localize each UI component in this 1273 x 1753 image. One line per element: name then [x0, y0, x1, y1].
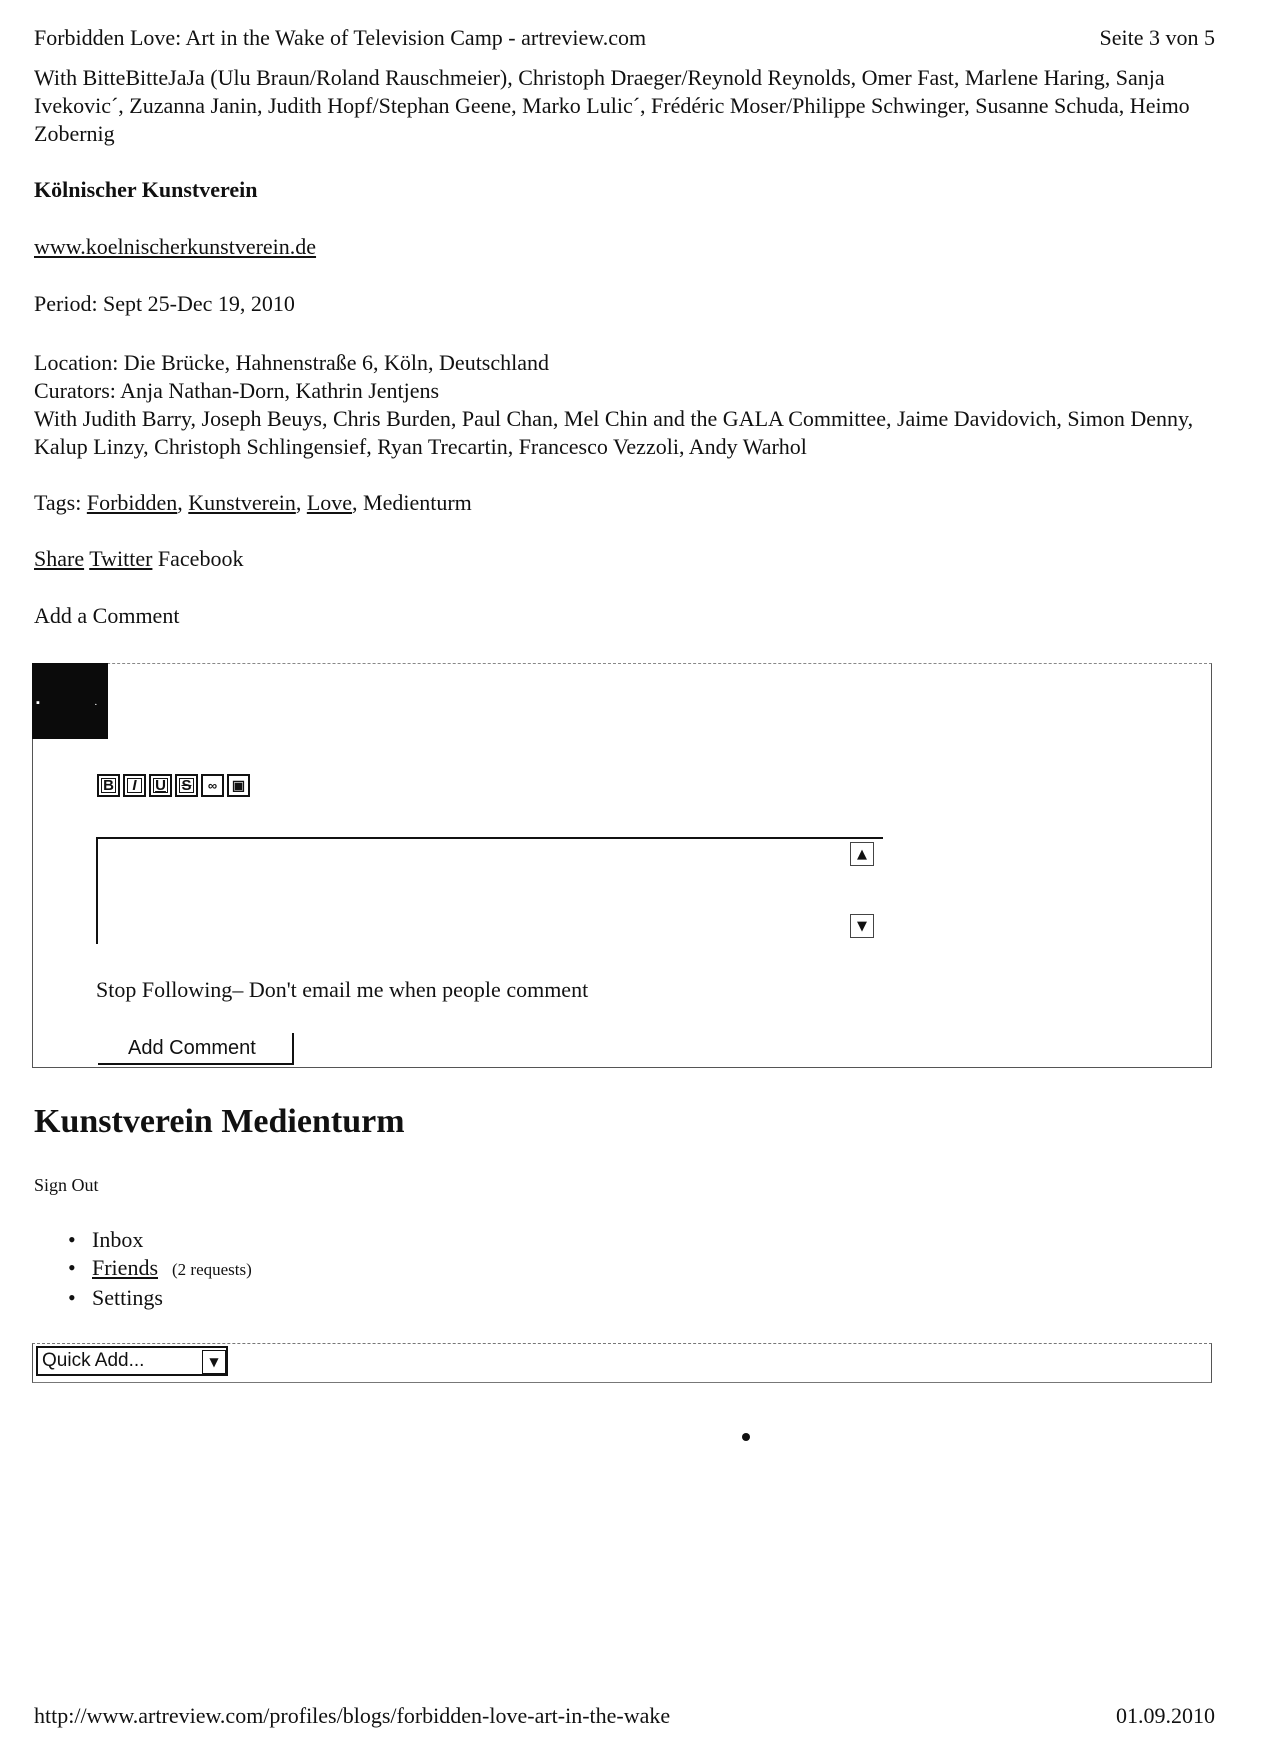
- strikethrough-button[interactable]: S: [175, 774, 198, 797]
- comment-textarea[interactable]: [96, 837, 883, 944]
- share-link[interactable]: Share: [34, 546, 85, 571]
- italic-button[interactable]: I: [123, 774, 146, 797]
- print-footer-date: 01.09.2010: [1116, 1703, 1215, 1728]
- venue-name: Kölnischer Kunstverein: [34, 177, 258, 202]
- friend-requests-count: (2 requests): [172, 1260, 252, 1279]
- profile-name: Kunstverein Medienturm: [34, 1103, 405, 1140]
- sign-out-link[interactable]: Sign Out: [34, 1175, 99, 1195]
- artists-line: With BitteBitteJaJa (Ulu Braun/Roland Rauschmeier), Christoph Draeger/Reynold Reynolds, Omer Fast, Marlene Haring, Sanja Ivekovic´, Zuzanna Janin, Judith Hopf/Stephan Geene, Marko Lulic´, Frédéric Moser/Philippe Schwinger, Susanne Schuda, Heimo Zobernig: [34, 65, 1190, 146]
- formatting-toolbar: [97, 774, 250, 797]
- venue-url-link[interactable]: [34, 233, 316, 261]
- menu-item-settings[interactable]: [68, 1284, 252, 1312]
- inbox-link[interactable]: Inbox: [92, 1227, 144, 1252]
- participants-text: With Judith Barry, Joseph Beuys, Chris Burden, Paul Chan, Mel Chin and the GALA Committee, Jaime Davidovich, Simon Denny, Kalup Linzy, Christoph Schlingensief, Ryan Trecartin, Francesco Vezzoli, Andy Warhol: [34, 406, 1194, 459]
- scroll-up-arrow-icon[interactable]: ▲: [850, 842, 874, 866]
- settings-link[interactable]: Settings: [92, 1285, 163, 1310]
- avatar: ▪ ·: [32, 663, 108, 739]
- menu-item-inbox[interactable]: [68, 1226, 252, 1254]
- stop-following-link[interactable]: Stop Following: [96, 977, 233, 1002]
- tags-label: Tags:: [34, 490, 87, 515]
- stray-dot: [742, 1433, 750, 1441]
- menu-item-friends[interactable]: [68, 1254, 252, 1284]
- underline-button[interactable]: U: [149, 774, 172, 797]
- period-text: Period: Sept 25-Dec 19, 2010: [34, 291, 295, 316]
- curators-text: Curators: Anja Nathan-Dorn, Kathrin Jentjens: [34, 378, 440, 403]
- tag-medienturm[interactable]: Medienturm: [363, 490, 472, 515]
- tag-forbidden[interactable]: Forbidden: [86, 490, 178, 515]
- tag-love[interactable]: Love: [306, 490, 353, 515]
- twitter-link[interactable]: Twitter: [89, 546, 153, 571]
- venue-url-text[interactable]: www.koelnischerkunstverein.de: [34, 234, 317, 259]
- chevron-down-icon[interactable]: ▼: [202, 1350, 226, 1374]
- location-text: Location: Die Brücke, Hahnenstraße 6, Köln, Deutschland: [34, 350, 550, 375]
- friends-link[interactable]: Friends: [92, 1255, 158, 1280]
- print-page-number: Seite 3 von 5: [1099, 25, 1215, 50]
- follow-setting: [96, 976, 588, 1004]
- scroll-down-arrow-icon[interactable]: ▼: [850, 914, 874, 938]
- bold-button[interactable]: B: [97, 774, 120, 797]
- tag-kunstverein[interactable]: Kunstverein: [188, 490, 296, 515]
- add-comment-heading: Add a Comment: [34, 603, 180, 628]
- print-header-title: Forbidden Love: Art in the Wake of Television Camp - artreview.com: [34, 25, 647, 50]
- link-icon[interactable]: ∞: [201, 774, 224, 797]
- image-icon[interactable]: ▣: [227, 774, 250, 797]
- facebook-link[interactable]: Facebook: [157, 546, 244, 571]
- add-comment-button[interactable]: Add Comment: [98, 1033, 294, 1065]
- share-links: [34, 545, 243, 573]
- user-menu: [68, 1226, 252, 1312]
- event-details: [34, 349, 1234, 461]
- quick-add-select[interactable]: Quick Add...: [36, 1346, 228, 1376]
- tags-line: Tags: Forbidden, Kunstverein, Love, Medienturm: [34, 490, 472, 515]
- print-footer-url: http://www.artreview.com/profiles/blogs/forbidden-love-art-in-the-wake: [34, 1703, 671, 1728]
- email-notification-text: – Don't email me when people comment: [232, 977, 589, 1002]
